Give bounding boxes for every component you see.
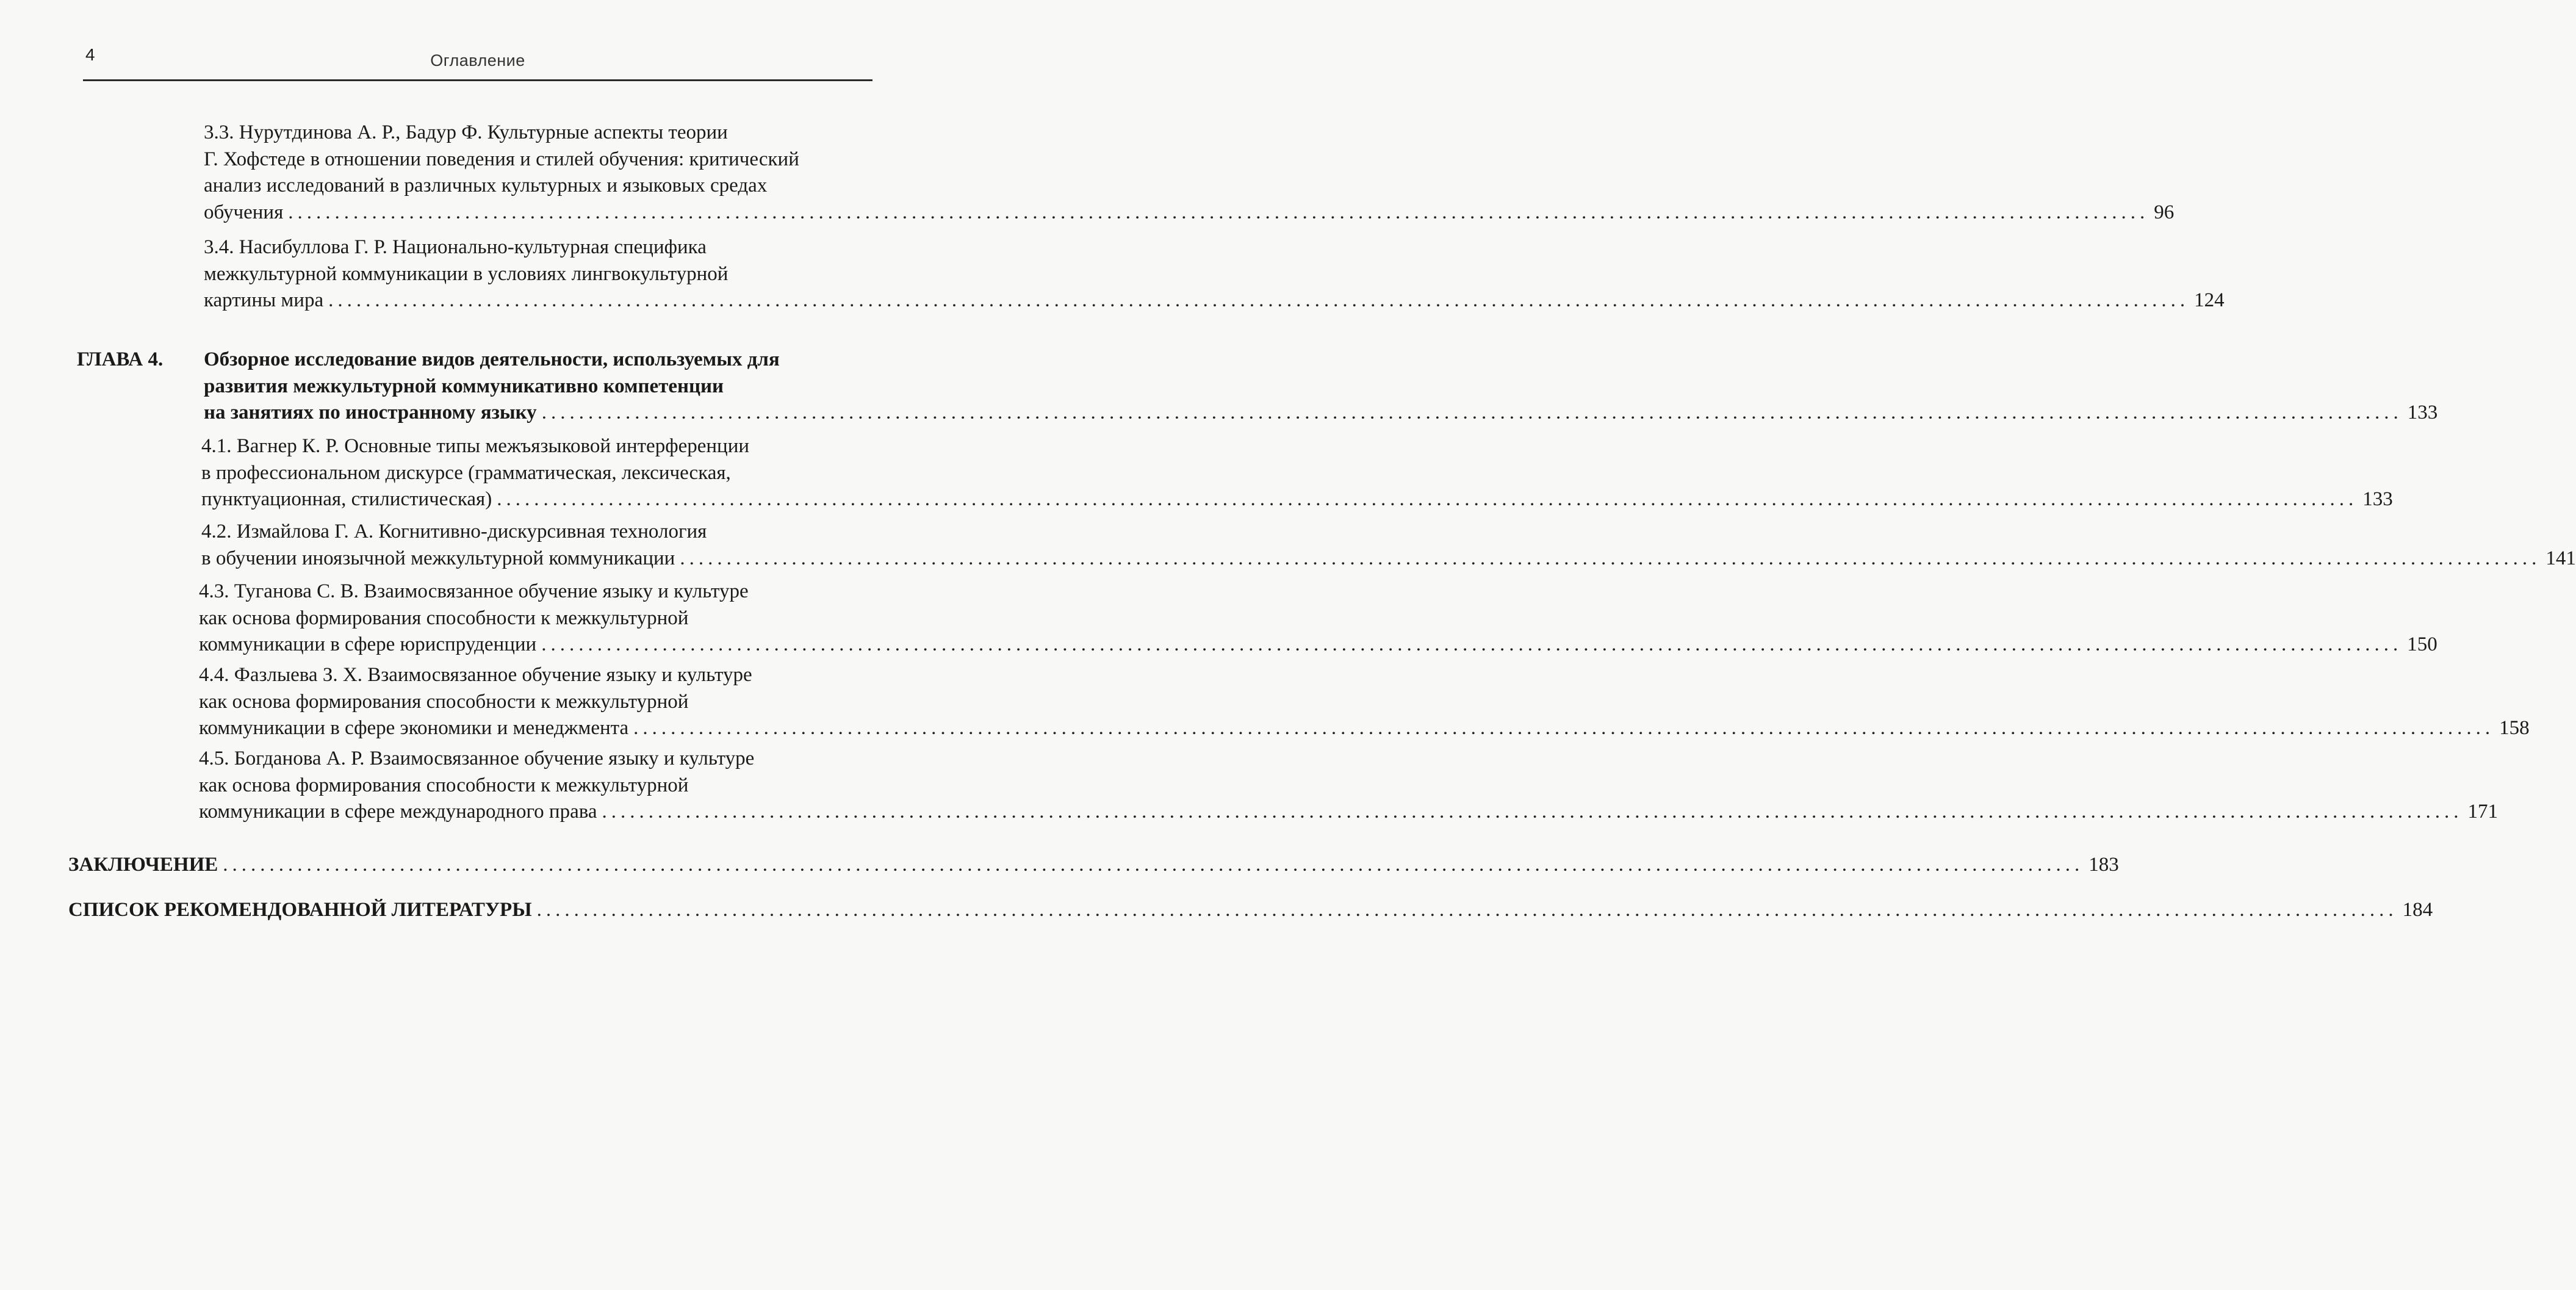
toc-page-number: 150 (2407, 633, 2437, 655)
toc-entry-4-2[interactable] (201, 519, 2576, 572)
toc-entry-line: 3.3. Нурутдинова А. Р., Бадур Ф. Культурные аспекты теории (204, 121, 728, 143)
toc-page-number: 133 (2407, 402, 2438, 423)
toc-entry-line: 4.2. Измайлова Г. А. Когнитивно-дискурсивная технология (201, 521, 707, 542)
page-header (83, 43, 872, 81)
toc-entry-line: 4.4. Фазлыева З. Х. Взаимосвязанное обучение языку и культуре (199, 664, 752, 686)
dot-leader: ........................................................................................................................................................................................................ (680, 547, 2541, 569)
toc-entry-line: СПИСОК РЕКОМЕНДОВАННОЙ ЛИТЕРАТУРЫ (68, 899, 532, 921)
toc-page-number: 133 (2362, 488, 2393, 510)
toc-entry-line: в обучении иноязычной межкультурной коммуникации (201, 547, 675, 569)
toc-entry-line: картины мира (204, 289, 324, 311)
toc-entry-line: на занятиях по иностранному языку (204, 402, 537, 423)
toc-page-number: 124 (2194, 289, 2225, 311)
toc-entry-line: коммуникации в сфере экономики и менеджмента (199, 717, 629, 739)
toc-entry-line: 3.4. Насибуллова Г. Р. Национально-культурная специфика (204, 236, 707, 258)
toc-entry-line: ЗАКЛЮЧЕНИЕ (68, 854, 218, 876)
dot-leader: ........................................................................................................................................................................................................ (541, 402, 2403, 423)
toc-entry-line: Г. Хофстеде в отношении поведения и стилей обучения: критический (204, 148, 799, 170)
toc-entry-4-3[interactable] (199, 578, 2437, 658)
running-head: Оглавление (430, 51, 525, 70)
toc-page-number: 96 (2154, 201, 2175, 223)
toc-entry-line: 4.1. Вагнер К. Р. Основные типы межъязыковой интерференции (201, 435, 750, 457)
toc-entry-line: в профессиональном дискурсе (грамматическая, лексическая, (201, 461, 731, 484)
toc-entry-3-3[interactable] (204, 120, 2175, 226)
toc-page-number: 141 (2545, 547, 2576, 569)
toc-entry-line: обучения (204, 201, 284, 223)
dot-leader: ........................................................................................................................................................................................................ (497, 488, 2358, 510)
toc-entry-4-5[interactable] (199, 746, 2499, 826)
chapter-label: ГЛАВА 4. (77, 348, 164, 370)
toc-entry-line: межкультурной коммуникации в условиях лингвокультурной (204, 262, 729, 285)
toc-entry-line: коммуникации в сфере юриспруденции (199, 633, 537, 655)
toc-chapter-4[interactable] (204, 347, 2438, 427)
page-number: 4 (85, 45, 95, 64)
toc-entry-4-4[interactable] (199, 662, 2530, 742)
toc-entry-line: 4.3. Туганова С. В. Взаимосвязанное обучение языку и культуре (199, 580, 749, 602)
toc-entry-line: 4.5. Богданова А. Р. Взаимосвязанное обучение языку и культуре (199, 748, 755, 769)
toc-entry-line: анализ исследований в различных культурных и языковых средах (204, 175, 768, 196)
dot-leader: ........................................................................................................................................................................................................ (633, 717, 2495, 739)
dot-leader: ........................................................................................................................................................................................................ (602, 801, 2463, 823)
dot-leader: ........................................................................................................................................................................................................ (288, 201, 2150, 223)
toc-entry-line: пунктуационная, стилистическая) (201, 488, 492, 510)
dot-leader: ........................................................................................................................................................................................................ (536, 899, 2398, 921)
toc-entry-3-4[interactable] (204, 234, 2225, 314)
dot-leader: ........................................................................................................................................................................................................ (541, 633, 2403, 655)
toc-page-number: 171 (2467, 801, 2499, 823)
toc-page-number: 183 (2089, 854, 2119, 876)
toc-entry-line: как основа формирования способности к межкультурной (199, 607, 689, 629)
toc-entry-4-1[interactable] (201, 433, 2393, 513)
toc-entry-line: Обзорное исследование видов деятельности, используемых для (204, 348, 780, 370)
dot-leader: ........................................................................................................................................................................................................ (328, 289, 2190, 311)
toc-entry-line: развития межкультурной коммуникативно компетенции (204, 375, 724, 397)
toc-entry-line: коммуникации в сфере международного права (199, 801, 597, 823)
toc-entry-line: как основа формирования способности к межкультурной (199, 690, 689, 713)
toc-page-number: 158 (2499, 717, 2530, 739)
toc-page-number: 184 (2402, 899, 2433, 921)
dot-leader: ........................................................................................................................................................................................................ (223, 854, 2084, 876)
toc-entry-line: как основа формирования способности к межкультурной (199, 774, 689, 796)
toc-conclusion[interactable] (68, 852, 2119, 879)
toc-references[interactable] (68, 897, 2433, 924)
